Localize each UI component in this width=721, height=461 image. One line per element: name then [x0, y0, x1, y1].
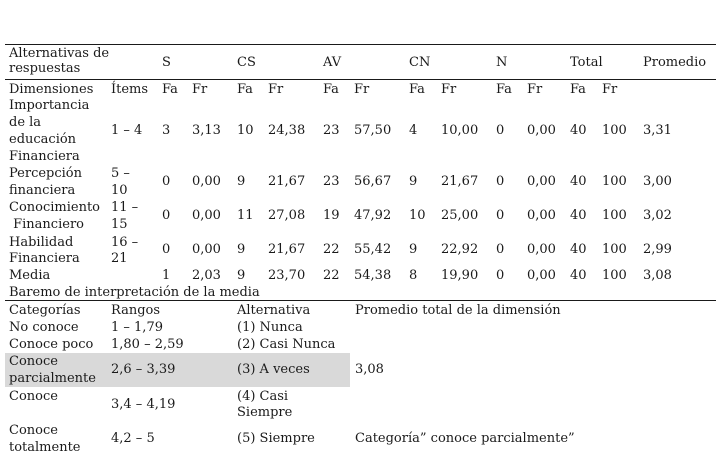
cell-av-fr: 57,50 — [354, 123, 392, 138]
cell-promedio: 3,02 — [643, 208, 672, 223]
cell-cs-fa: 11 — [237, 208, 254, 223]
header-cs: CS — [237, 55, 256, 70]
row-items-line: 10 — [111, 183, 128, 198]
cell-total-fa: 40 — [570, 174, 587, 189]
cell-total-fr: 100 — [602, 174, 627, 189]
row-name-line: de la — [9, 115, 42, 130]
cell-total-fr: 100 — [602, 208, 627, 223]
cell-cn-fa: 8 — [409, 268, 418, 283]
cell-s-fa: 1 — [162, 268, 171, 283]
subheader-t-fa: Fa — [570, 82, 586, 97]
cell-total-fa: 40 — [570, 208, 587, 223]
baremo-categoria: Conoce — [9, 354, 58, 369]
cell-promedio: 3,31 — [643, 123, 672, 138]
cell-promedio: 3,00 — [643, 174, 672, 189]
header-bottom-rule — [5, 79, 716, 80]
subheader-cn-fa: Fa — [409, 82, 425, 97]
subheader-s-fa: Fa — [162, 82, 178, 97]
subheader-items: Ítems — [111, 82, 149, 97]
cell-av-fa: 22 — [323, 242, 340, 257]
baremo-alternativa: (4) Casi — [237, 389, 289, 404]
baremo-categoria: Conoce poco — [9, 337, 94, 352]
cell-cs-fr: 23,70 — [268, 268, 306, 283]
baremo-alternativa: (3) A veces — [237, 362, 310, 377]
cell-s-fr: 0,00 — [192, 242, 221, 257]
cell-n-fr: 0,00 — [527, 208, 556, 223]
row-items: 1 – 4 — [111, 123, 143, 138]
subheader-t-fr: Fr — [602, 82, 618, 97]
subheader-av-fr: Fr — [354, 82, 370, 97]
subheader-av-fa: Fa — [323, 82, 339, 97]
baremo-title: Baremo de interpretación de la media — [9, 285, 260, 300]
cell-cs-fr: 24,38 — [268, 123, 306, 138]
cell-av-fa: 23 — [323, 123, 340, 138]
cell-s-fa: 0 — [162, 208, 171, 223]
header-total: Total — [570, 55, 603, 70]
header-av: AV — [323, 55, 342, 70]
cell-s-fa: 0 — [162, 242, 171, 257]
cell-cn-fr: 21,67 — [441, 174, 479, 189]
row-name-line: Media — [9, 268, 51, 283]
subheader-s-fr: Fr — [192, 82, 208, 97]
baremo-rango: 1,80 – 2,59 — [111, 337, 184, 352]
baremo-alternativa: (1) Nunca — [237, 320, 303, 335]
table-top-rule — [5, 44, 716, 45]
baremo-alternativa: Siempre — [237, 405, 293, 420]
baremo-categoria: No conoce — [9, 320, 79, 335]
row-name-line: Habilidad — [9, 235, 74, 250]
cell-total-fr: 100 — [602, 268, 627, 283]
cell-n-fr: 0,00 — [527, 123, 556, 138]
cell-av-fr: 55,42 — [354, 242, 392, 257]
cell-cn-fr: 19,90 — [441, 268, 479, 283]
subheader-cs-fa: Fa — [237, 82, 253, 97]
baremo-rango: 4,2 – 5 — [111, 431, 155, 446]
cell-cn-fr: 25,00 — [441, 208, 479, 223]
row-name-line: financiera — [9, 183, 76, 198]
baremo-col-rangos: Rangos — [111, 303, 161, 318]
cell-n-fa: 0 — [496, 123, 505, 138]
cell-cs-fa: 9 — [237, 174, 246, 189]
cell-s-fr: 2,03 — [192, 268, 221, 283]
baremo-categoria-text: Categoría” conoce parcialmente” — [355, 431, 575, 446]
baremo-categoria: parcialmente — [9, 371, 96, 386]
cell-n-fa: 0 — [496, 242, 505, 257]
baremo-promedio-total: 3,08 — [355, 362, 384, 377]
row-name-line: Financiero — [9, 217, 84, 232]
baremo-col-categorias: Categorías — [9, 303, 81, 318]
cell-av-fr: 47,92 — [354, 208, 392, 223]
cell-av-fr: 54,38 — [354, 268, 392, 283]
cell-cn-fr: 10,00 — [441, 123, 479, 138]
cell-s-fa: 0 — [162, 174, 171, 189]
cell-total-fr: 100 — [602, 123, 627, 138]
cell-total-fa: 40 — [570, 268, 587, 283]
row-name-line: Importancia — [9, 98, 90, 113]
cell-cn-fa: 9 — [409, 174, 418, 189]
cell-cn-fa: 10 — [409, 208, 426, 223]
cell-s-fr: 0,00 — [192, 208, 221, 223]
cell-av-fa: 23 — [323, 174, 340, 189]
cell-cs-fa: 9 — [237, 242, 246, 257]
row-items-line: 16 – — [111, 235, 139, 250]
cell-av-fr: 56,67 — [354, 174, 392, 189]
cell-cn-fa: 4 — [409, 123, 418, 138]
subheader-n-fa: Fa — [496, 82, 512, 97]
row-name-line: Financiera — [9, 251, 80, 266]
row-items-line: 11 – — [111, 200, 139, 215]
cell-promedio: 2,99 — [643, 242, 672, 257]
cell-av-fa: 22 — [323, 268, 340, 283]
cell-cn-fr: 22,92 — [441, 242, 479, 257]
header-n: N — [496, 55, 508, 70]
row-items-line: 15 — [111, 217, 128, 232]
header-alternativas-line1: Alternativas de — [9, 46, 110, 61]
baremo-rango: 3,4 – 4,19 — [111, 397, 176, 412]
cell-cs-fr: 21,67 — [268, 242, 306, 257]
header-s: S — [162, 55, 171, 70]
row-name-line: Conocimiento — [9, 200, 101, 215]
cell-total-fr: 100 — [602, 242, 627, 257]
row-name-line: Percepción — [9, 166, 83, 181]
cell-cs-fa: 10 — [237, 123, 254, 138]
header-cn: CN — [409, 55, 431, 70]
baremo-categoria: Conoce — [9, 423, 58, 438]
cell-s-fr: 3,13 — [192, 123, 221, 138]
cell-n-fa: 0 — [496, 208, 505, 223]
cell-n-fa: 0 — [496, 174, 505, 189]
header-alternativas-line2: respuestas — [9, 61, 81, 76]
cell-promedio: 3,08 — [643, 268, 672, 283]
row-name-line: Financiera — [9, 149, 80, 164]
subheader-cn-fr: Fr — [441, 82, 457, 97]
baremo-col-promedio: Promedio total de la dimensión — [355, 303, 561, 318]
subheader-n-fr: Fr — [527, 82, 543, 97]
cell-total-fa: 40 — [570, 123, 587, 138]
cell-n-fa: 0 — [496, 268, 505, 283]
cell-cs-fa: 9 — [237, 268, 246, 283]
baremo-categoria: totalmente — [9, 440, 81, 455]
row-items-line: 21 — [111, 251, 128, 266]
row-items-line: 5 – — [111, 166, 130, 181]
cell-total-fa: 40 — [570, 242, 587, 257]
baremo-col-alternativa: Alternativa — [237, 303, 311, 318]
baremo-rango: 2,6 – 3,39 — [111, 362, 176, 377]
cell-s-fa: 3 — [162, 123, 171, 138]
cell-n-fr: 0,00 — [527, 242, 556, 257]
baremo-rango: 1 – 1,79 — [111, 320, 163, 335]
subheader-cs-fr: Fr — [268, 82, 284, 97]
cell-cs-fr: 21,67 — [268, 174, 306, 189]
row-name-line: educación — [9, 132, 77, 147]
baremo-top-rule — [5, 300, 716, 301]
subheader-dimensiones: Dimensiones — [9, 82, 94, 97]
cell-av-fa: 19 — [323, 208, 340, 223]
baremo-categoria: Conoce — [9, 389, 58, 404]
baremo-alternativa: (2) Casi Nunca — [237, 337, 336, 352]
baremo-alternativa: (5) Siempre — [237, 431, 315, 446]
cell-cs-fr: 27,08 — [268, 208, 306, 223]
cell-s-fr: 0,00 — [192, 174, 221, 189]
header-promedio: Promedio — [643, 55, 707, 70]
cell-cn-fa: 9 — [409, 242, 418, 257]
cell-n-fr: 0,00 — [527, 268, 556, 283]
cell-n-fr: 0,00 — [527, 174, 556, 189]
